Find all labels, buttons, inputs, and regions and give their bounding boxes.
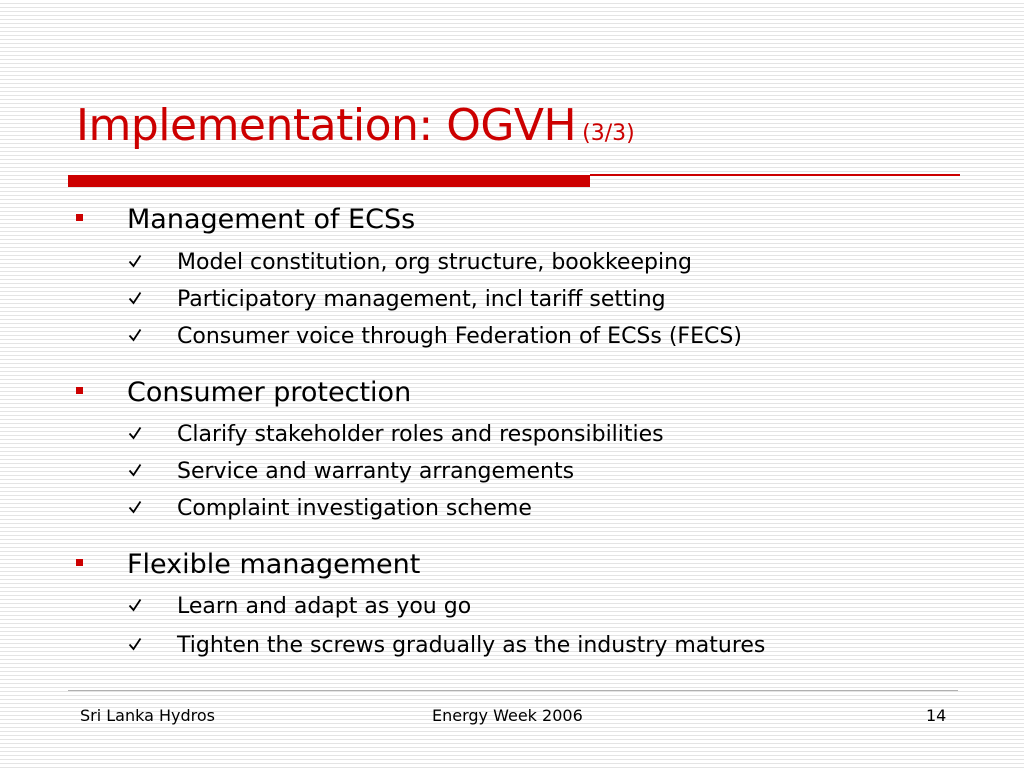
sub-bullet-text: Model constitution, org structure, bookkeeping (177, 250, 692, 275)
bullet-text: Management of ECSs (127, 204, 416, 235)
checkmark-icon (128, 637, 142, 651)
sub-bullet-text: Clarify stakeholder roles and responsibilities (177, 422, 664, 447)
square-bullet-icon (76, 559, 83, 566)
sub-bullet-text: Consumer voice through Federation of ECSs (FECS) (177, 324, 742, 349)
checkmark-icon (128, 598, 142, 612)
title-underline-thick (68, 175, 590, 187)
title-underline-thin (590, 174, 960, 176)
footer-divider (68, 690, 958, 691)
checkmark-icon (128, 463, 142, 477)
checkmark-icon (128, 291, 142, 305)
slide-title (76, 100, 635, 151)
sub-bullet-text: Service and warranty arrangements (177, 459, 575, 484)
title-page-counter: (3/3) (582, 121, 635, 146)
sub-bullet-text: Complaint investigation scheme (177, 496, 532, 521)
checkmark-icon (128, 254, 142, 268)
title-main: Implementation: OGVH (76, 100, 577, 151)
checkmark-icon (128, 328, 142, 342)
sub-bullet-text: Learn and adapt as you go (177, 594, 472, 619)
page-number: 14 (926, 706, 947, 725)
checkmark-icon (128, 426, 142, 440)
sub-bullet-text: Participatory management, incl tariff setting (177, 287, 666, 312)
square-bullet-icon (76, 387, 83, 394)
checkmark-icon (128, 500, 142, 514)
footer-left-text: Sri Lanka Hydros (80, 706, 216, 725)
square-bullet-icon (76, 214, 83, 221)
sub-bullet-text: Tighten the screws gradually as the industry matures (177, 633, 766, 658)
bullet-text: Consumer protection (127, 377, 412, 408)
bullet-text: Flexible management (127, 549, 421, 580)
footer-center-text: Energy Week 2006 (432, 706, 583, 725)
